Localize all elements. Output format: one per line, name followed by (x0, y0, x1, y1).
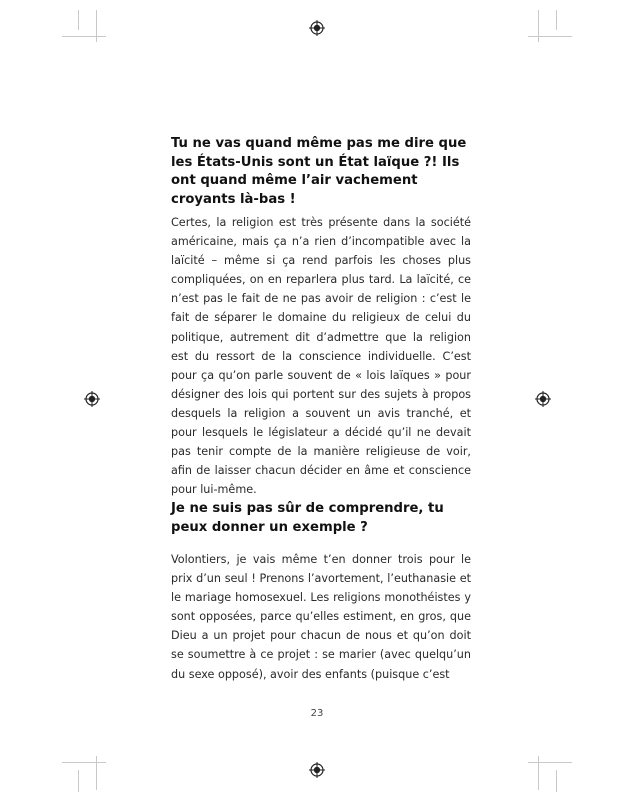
crop-mark (62, 762, 106, 763)
crop-mark (96, 10, 97, 42)
crop-mark (96, 756, 97, 790)
crop-mark (62, 36, 106, 37)
crop-mark (528, 36, 572, 37)
crop-mark (556, 770, 557, 792)
question-heading: Tu ne vas quand même pas me dire que les États-Unis sont un État laïque ?! Ils ont quand même l’air vachement croyants là-bas ! (171, 136, 467, 207)
page-number: 23 (310, 708, 324, 719)
answer-paragraph: Volontiers, je vais même t’en donner trois pour le prix d’un seul ! Prenons l’avortement, l’euthanasie et le mariage homosexuel. Les religions monothéistes y sont opposées, parce qu’elles estiment, en gros, que Dieu a un projet pour chacun de nous et qu’on doit se soumettre à ce projet : se marier (avec quelqu’un du sexe opposé), avoir des enfants (puisque c’est (171, 553, 471, 681)
crop-mark (538, 756, 539, 790)
crop-mark (78, 10, 79, 30)
crop-mark (556, 10, 557, 30)
registration-mark-icon (309, 762, 325, 778)
crop-mark (528, 762, 572, 763)
crop-mark (538, 10, 539, 42)
registration-mark-icon (309, 20, 325, 36)
answer-paragraph: Certes, la religion est très présente dans la société américaine, mais ça n’a rien d’incompatible avec la laïcité – même si ça rend parfois les choses plus compliquées, on en reparlera plus tard. La laïcité, ce n’est pas le fait de ne pas avoir de religion : c’est le fait de séparer le domaine du religieux de celui du politique, autrement dit d’admettre que la religion est du ressort de la conscience individuelle. C’est pour ça qu’on parle souvent de « lois laïques » pour désigner des lois qui portent sur des sujets à propos desquels la religion a souvent un avis tranché, et pour lesquels le législateur a décidé qu’il ne devait pas tenir compte de la manière religieuse de voir, afin de laisser chacun décider en âme et conscience pour lui-même. (171, 216, 471, 497)
registration-mark-icon (535, 391, 551, 407)
registration-mark-icon (84, 391, 100, 407)
question-heading: Je ne suis pas sûr de comprendre, tu peux donner un exemple ? (171, 501, 444, 535)
crop-mark (78, 770, 79, 792)
